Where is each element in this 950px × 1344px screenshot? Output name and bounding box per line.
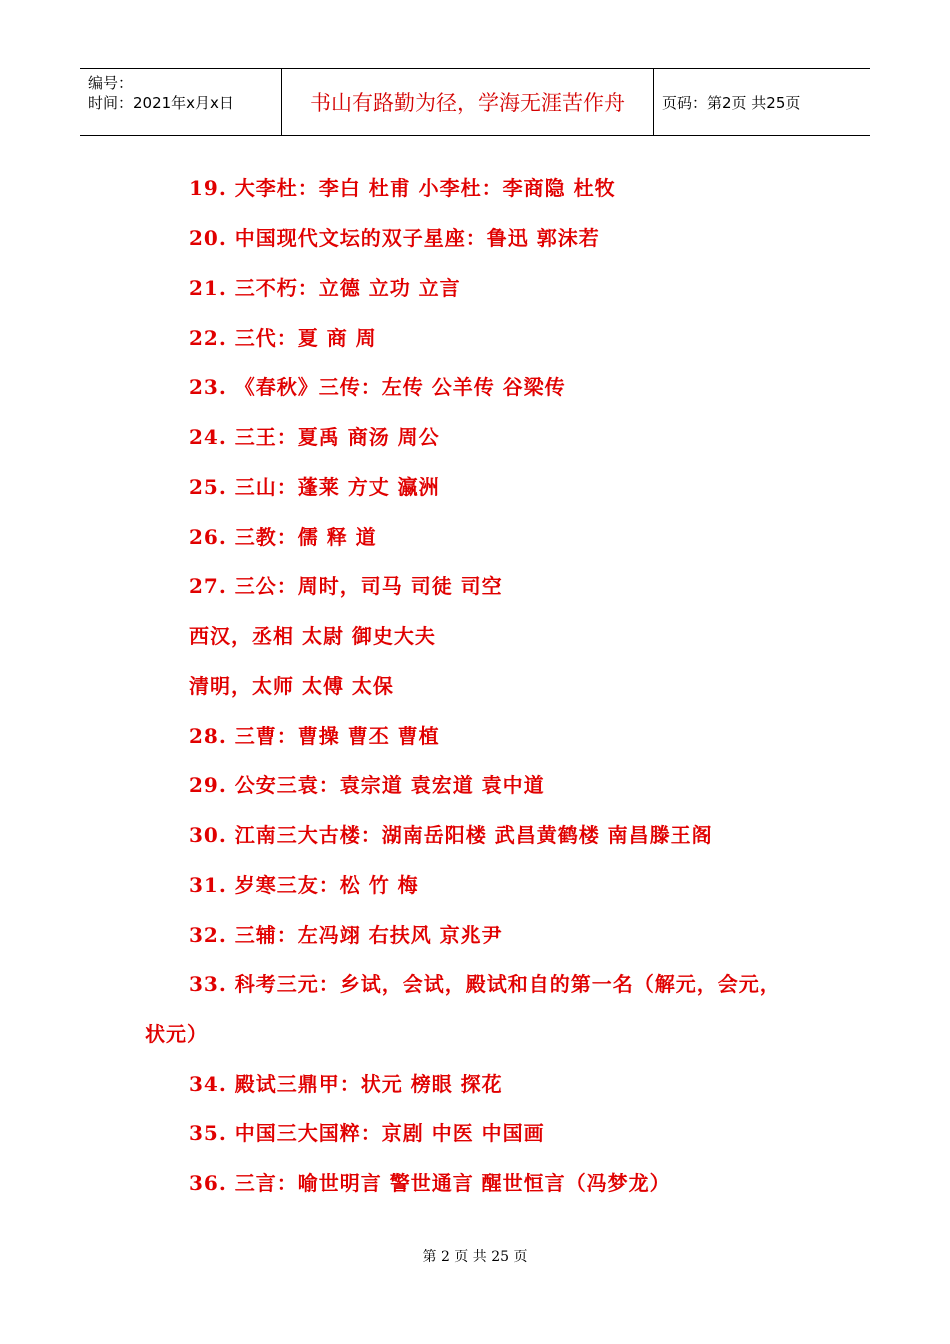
list-item: 23. 《春秋》三传：左传 公羊传 谷梁传 — [189, 375, 566, 399]
list-item: 26. 三教：儒 释 道 — [189, 525, 377, 549]
page-footer: 第 2 页 共 25 页 — [422, 1249, 528, 1265]
list-item: 28. 三曹：曹操 曹丕 曹植 — [189, 724, 440, 748]
list-item: 25. 三山：蓬莱 方丈 瀛洲 — [189, 475, 440, 499]
list-item: 22. 三代：夏 商 周 — [189, 326, 377, 350]
header-page-info: 页码：第2页 共25页 — [662, 93, 801, 112]
list-item: 35. 中国三大国粹：京剧 中医 中国画 — [189, 1121, 545, 1145]
page-header — [80, 68, 870, 136]
list-item: 19. 大李杜：李白 杜甫 小李杜：李商隐 杜牧 — [189, 176, 616, 200]
list-item: 30. 江南三大古楼：湖南岳阳楼 武昌黄鹤楼 南昌滕王阁 — [189, 823, 713, 847]
list-item: 24. 三王：夏禹 商汤 周公 — [189, 425, 440, 449]
document-number-label: 编号： — [88, 74, 134, 92]
list-item: 21. 三不朽：立德 立功 立言 — [189, 276, 461, 300]
list-item: 27. 三公：周时，司马 司徒 司空 — [189, 574, 503, 598]
header-meta — [80, 69, 282, 135]
list-item: 20. 中国现代文坛的双子星座：鲁迅 郭沫若 — [189, 226, 600, 250]
document-date: 时间：2021年x月x日 — [88, 94, 234, 112]
list-item: 36. 三言：喻世明言 警世通言 醒世恒言（冯梦龙） — [189, 1171, 671, 1195]
list-item: 状元） — [145, 1022, 208, 1046]
header-motto: 书山有路勤为径，学海无涯苦作舟 — [282, 69, 654, 135]
list-item: 西汉，丞相 太尉 御史大夫 — [189, 624, 436, 648]
list-item: 清明，太师 太傅 太保 — [189, 674, 394, 698]
list-item: 29. 公安三袁：袁宗道 袁宏道 袁中道 — [189, 773, 545, 797]
list-item: 33. 科考三元：乡试，会试，殿试和自的第一名（解元，会元， — [189, 972, 781, 996]
list-item: 34. 殿试三鼎甲：状元 榜眼 探花 — [189, 1072, 503, 1096]
list-item: 32. 三辅：左冯翊 右扶风 京兆尹 — [189, 923, 503, 947]
list-item: 31. 岁寒三友：松 竹 梅 — [189, 873, 419, 897]
